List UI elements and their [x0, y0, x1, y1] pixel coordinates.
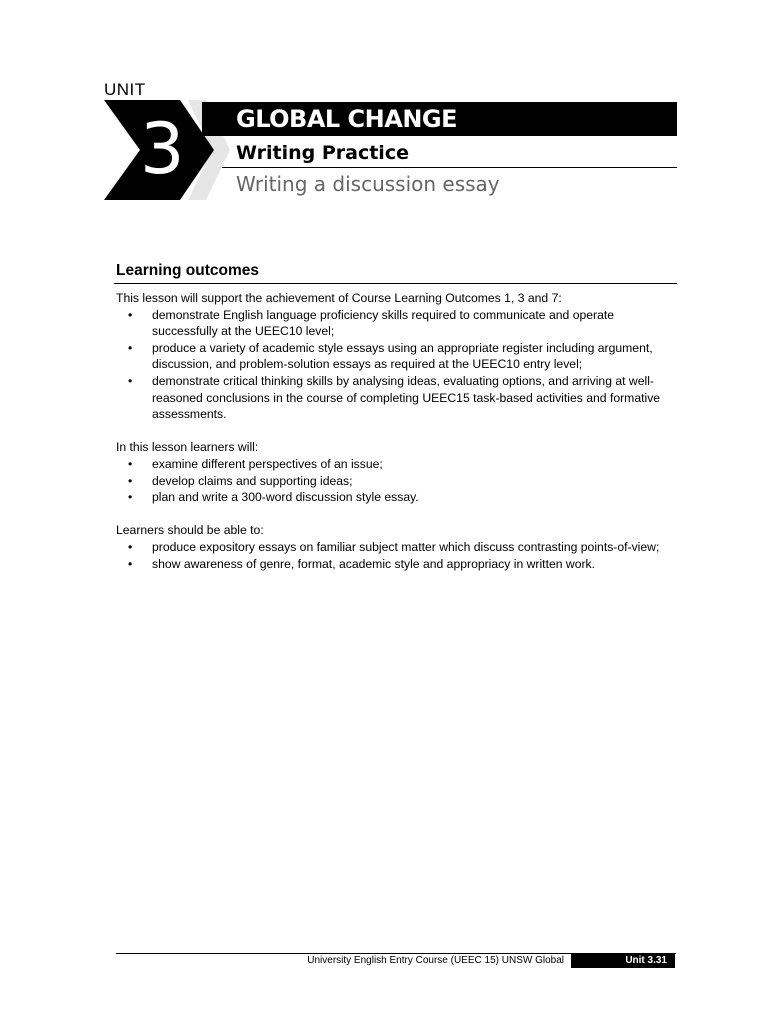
- bullet-icon: •: [128, 539, 133, 554]
- bullet-icon: •: [128, 373, 133, 388]
- list-item: • examine different perspectives of an issue;: [128, 456, 383, 471]
- able-to-intro: Learners should be able to:: [116, 523, 264, 538]
- learners-will-intro: In this lesson learners will:: [116, 440, 259, 455]
- bullet-icon: •: [128, 340, 133, 355]
- lesson-title: Writing a discussion essay: [236, 172, 500, 196]
- subtitle-divider: [222, 167, 677, 168]
- list-item: • develop claims and supporting ideas;: [128, 473, 353, 488]
- outcomes-intro: This lesson will support the achievement of Course Learning Outcomes 1, 3 and 7:: [116, 291, 562, 305]
- bullet-icon: •: [128, 556, 133, 571]
- outcomes-list: [116, 307, 676, 423]
- list-item: • plan and write a 300-word discussion style essay.: [128, 490, 419, 505]
- list-item: • demonstrate critical thinking skills by analysing ideas, evaluating options, and arriving at well-reasoned conclusions in the course of completing UEEC15 task-based activities and formative assessments.: [128, 373, 661, 422]
- unit-label: UNIT: [104, 80, 146, 99]
- footer-course-name: University English Entry Course (UEEC 15) UNSW Global: [307, 955, 564, 966]
- learning-outcomes-body: [116, 290, 676, 572]
- learners-will-list: [116, 456, 676, 506]
- section-subtitle: Writing Practice: [236, 142, 409, 164]
- bullet-icon: •: [128, 307, 133, 322]
- bullet-icon: •: [128, 473, 133, 488]
- heading-divider: [114, 283, 677, 284]
- able-to-list: [116, 539, 676, 572]
- list-item: • demonstrate English language proficiency skills required to communicate and operate successfully at the UEEC10 level;: [128, 307, 615, 339]
- footer-page-number: Unit 3.31: [571, 954, 675, 968]
- learning-outcomes-heading: Learning outcomes: [116, 262, 259, 279]
- unit-number: 3: [140, 108, 185, 190]
- list-item: • produce expository essays on familiar subject matter which discuss contrasting points-of-view;: [128, 539, 660, 554]
- bullet-icon: •: [128, 456, 133, 471]
- list-item: • produce a variety of academic style essays using an appropriate register including argument, discussion, and problem-solution essays as required at the UEEC10 entry level;: [128, 340, 653, 372]
- unit-title: GLOBAL CHANGE: [236, 105, 458, 133]
- list-item: • show awareness of genre, format, academic style and appropriacy in written work.: [128, 556, 596, 571]
- bullet-icon: •: [128, 490, 133, 505]
